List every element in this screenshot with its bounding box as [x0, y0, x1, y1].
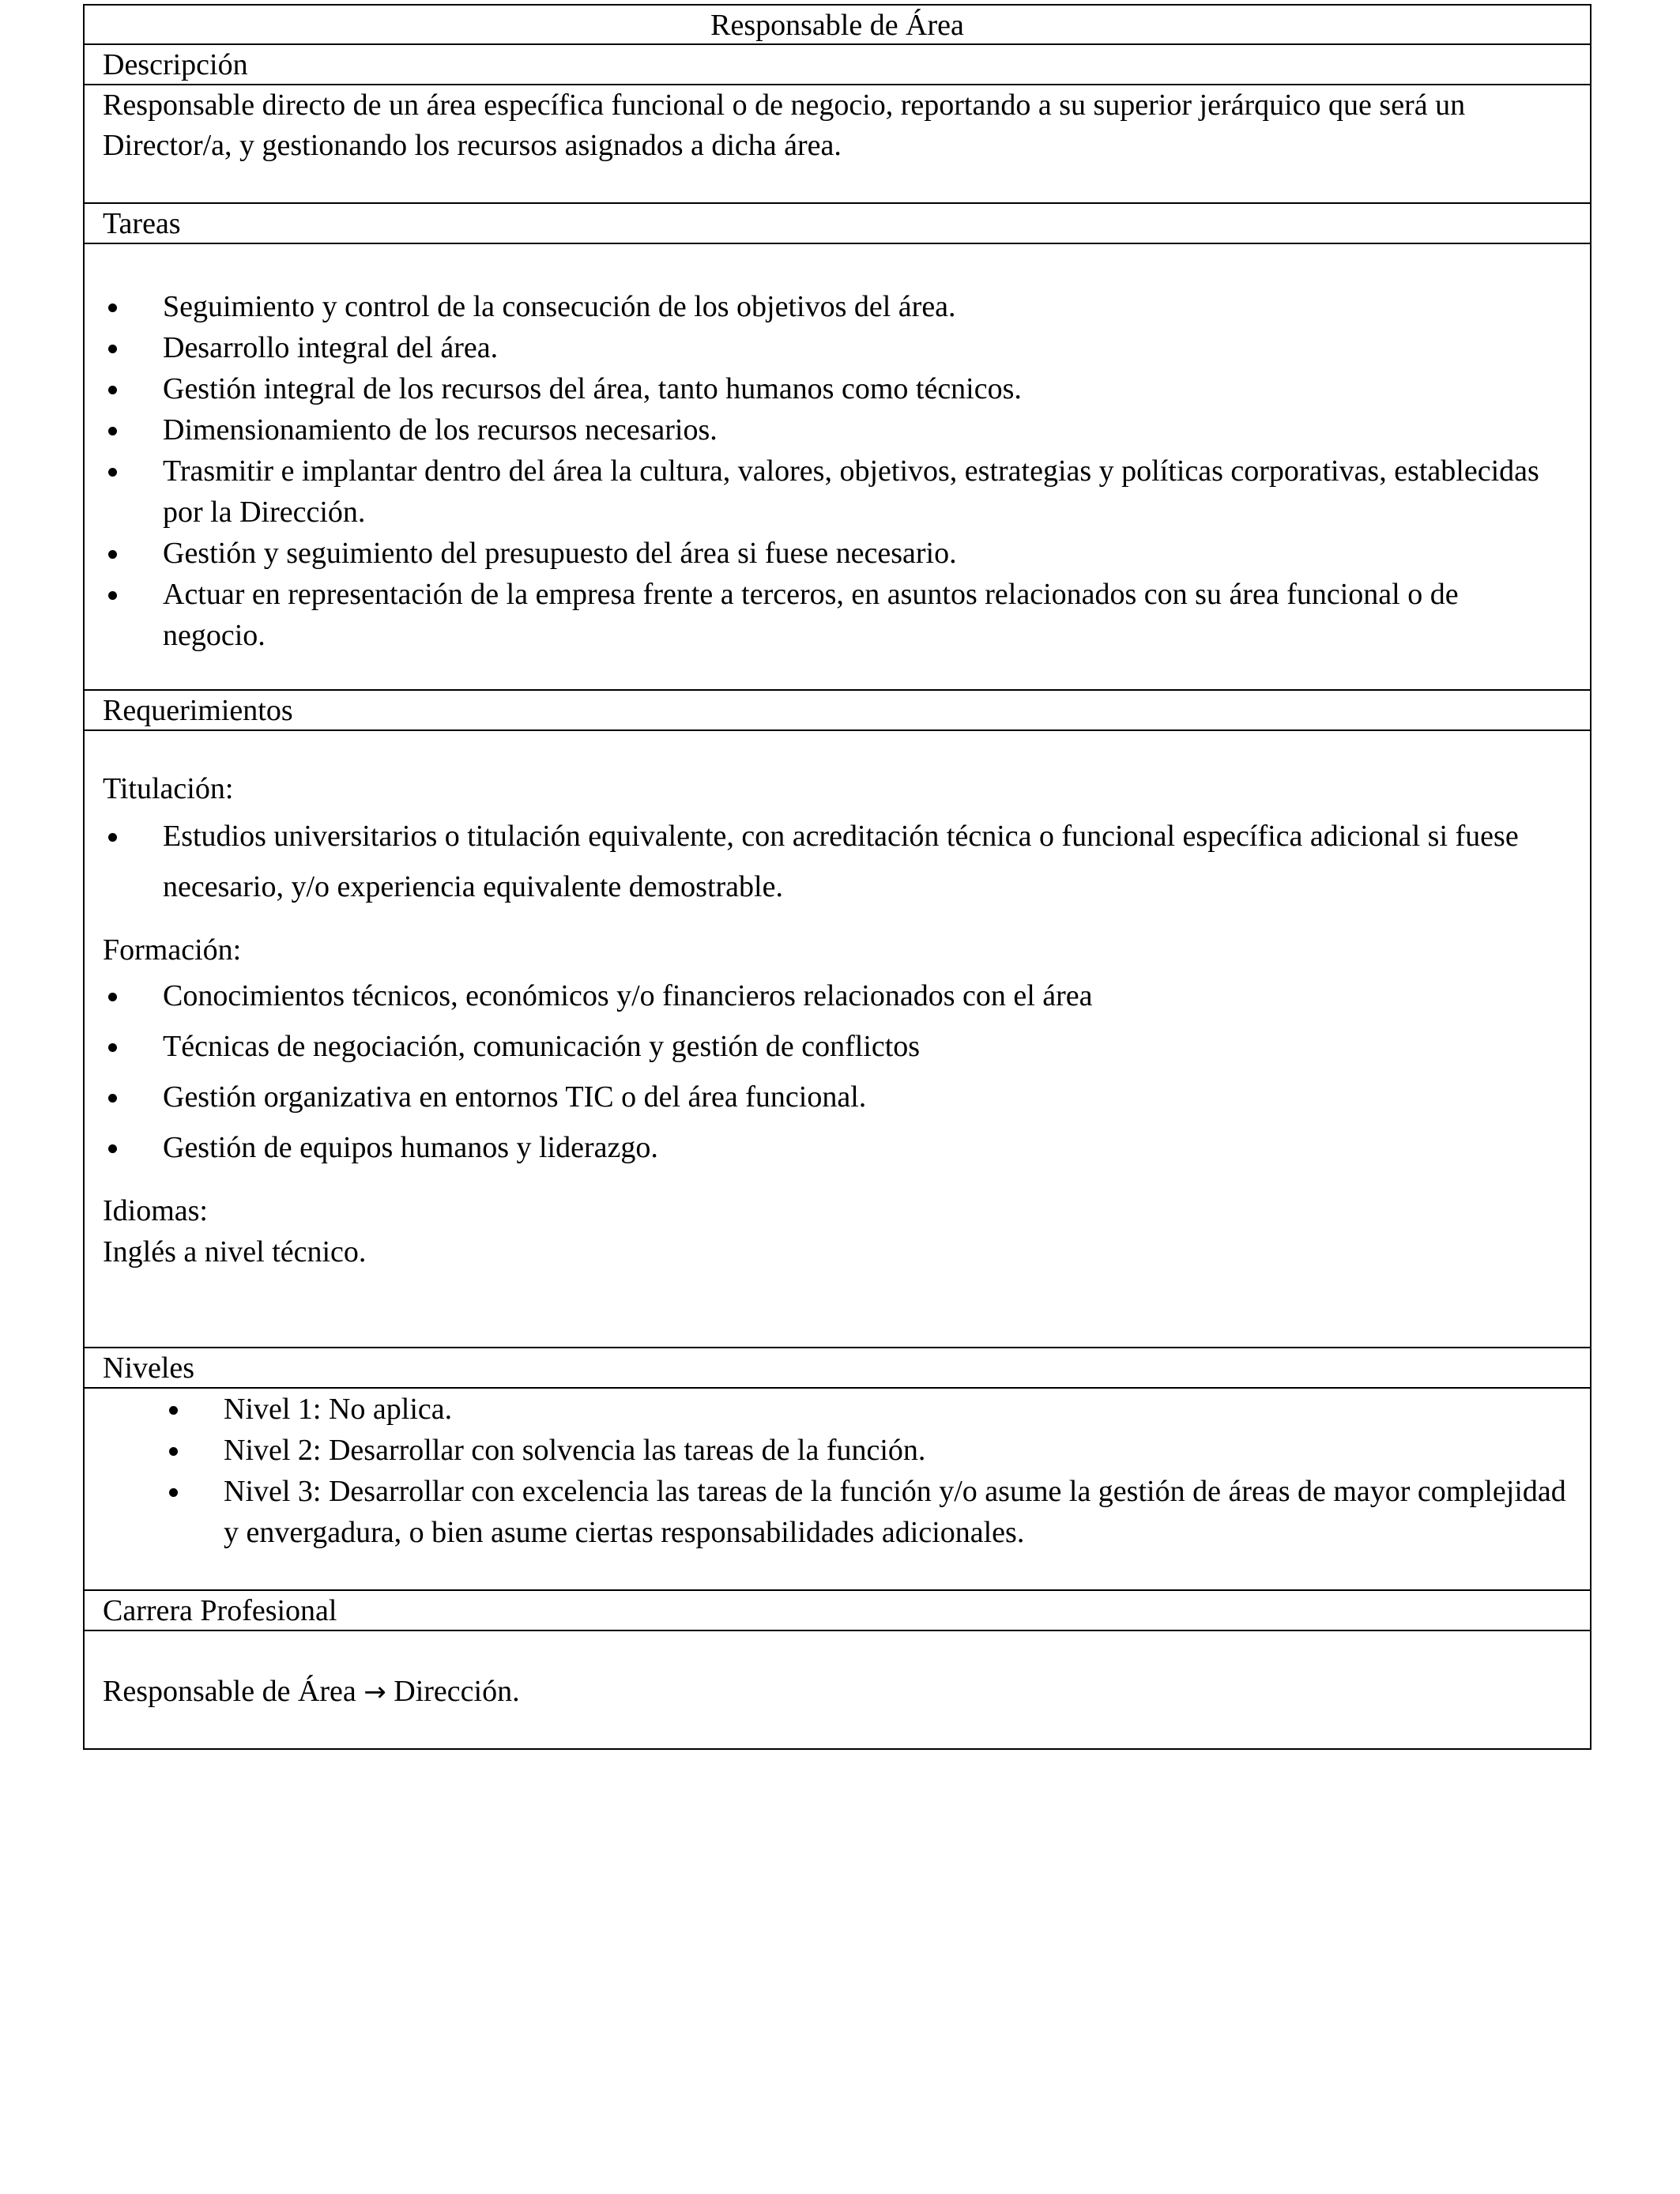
- section-header-descripcion: [85, 45, 1590, 85]
- niveles-heading: Niveles: [103, 1351, 195, 1385]
- requerimientos-body: [85, 731, 1590, 1348]
- bullet-icon: [108, 1094, 117, 1103]
- bullet-icon: [108, 468, 117, 477]
- list-item: Desarrollo integral del área.: [103, 327, 1566, 368]
- career-from: Responsable de Área: [103, 1675, 356, 1708]
- list-item: Gestión integral de los recursos del área, tanto humanos como técnicos.: [103, 368, 1566, 409]
- section-header-requerimientos: [85, 691, 1590, 731]
- bullet-icon: [108, 833, 117, 842]
- niveles-list: [103, 1389, 1566, 1553]
- requerimientos-heading: Requerimientos: [103, 694, 293, 727]
- bullet-icon: [169, 1488, 178, 1497]
- page-title: Responsable de Área: [710, 9, 964, 42]
- bullet-icon: [108, 1043, 117, 1052]
- job-profile-table: [83, 4, 1591, 1750]
- idiomas-text: Inglés a nivel técnico.: [103, 1235, 367, 1269]
- list-item: Dimensionamiento de los recursos necesarios.: [103, 409, 1566, 450]
- bullet-icon: [108, 303, 117, 312]
- list-item: Nivel 1: No aplica.: [103, 1389, 1566, 1430]
- titulacion-list: [103, 811, 1566, 912]
- title-row: [85, 6, 1590, 45]
- list-item: Conocimientos técnicos, económicos y/o financieros relacionados con el área: [103, 971, 1566, 1021]
- section-header-tareas: [85, 204, 1590, 244]
- list-item: Gestión y seguimiento del presupuesto del área si fuese necesario.: [103, 533, 1566, 574]
- list-item: Gestión de equipos humanos y liderazgo.: [103, 1122, 1566, 1173]
- section-header-niveles: [85, 1348, 1590, 1389]
- bullet-icon: [108, 345, 117, 353]
- bullet-icon: [108, 993, 117, 1001]
- formacion-label: Formación:: [103, 933, 242, 967]
- descripcion-body: [85, 85, 1590, 204]
- titulacion-label: Titulación:: [103, 772, 234, 805]
- idiomas-label: Idiomas:: [103, 1194, 208, 1227]
- carrera-heading: Carrera Profesional: [103, 1594, 337, 1627]
- tareas-body: [85, 244, 1590, 691]
- bullet-icon: [108, 1144, 117, 1153]
- tareas-heading: Tareas: [103, 207, 181, 240]
- list-item: Nivel 2: Desarrollar con solvencia las tareas de la función.: [103, 1430, 1566, 1471]
- list-item: Trasmitir e implantar dentro del área la cultura, valores, objetivos, estrategias y políticas corporativas, establecidas por la Dirección.: [103, 450, 1566, 533]
- bullet-icon: [108, 591, 117, 600]
- bullet-icon: [169, 1406, 178, 1415]
- bullet-icon: [169, 1447, 178, 1456]
- section-header-carrera: [85, 1591, 1590, 1631]
- career-to: Dirección.: [394, 1675, 520, 1708]
- list-item: Nivel 3: Desarrollar con excelencia las tareas de la función y/o asume la gestión de áreas de mayor complejidad y envergadura, o bien asume ciertas responsabilidades adicionales.: [103, 1471, 1566, 1553]
- list-item: Gestión organizativa en entornos TIC o del área funcional.: [103, 1072, 1566, 1122]
- descripcion-text: Responsable directo de un área específica funcional o de negocio, reportando a su superior jerárquico que será un Director/a, y gestionando los recursos asignados a dicha área.: [103, 89, 1466, 162]
- career-path: [103, 1671, 1566, 1713]
- list-item: Actuar en representación de la empresa frente a terceros, en asuntos relacionados con su área funcional o de negocio.: [103, 574, 1566, 656]
- formacion-list: [103, 971, 1566, 1173]
- bullet-icon: [108, 386, 117, 394]
- tareas-list: [103, 286, 1566, 656]
- carrera-body: [85, 1631, 1590, 1748]
- list-item: Seguimiento y control de la consecución de los objetivos del área.: [103, 286, 1566, 327]
- niveles-body: [85, 1389, 1590, 1591]
- list-item: Técnicas de negociación, comunicación y gestión de conflictos: [103, 1021, 1566, 1072]
- descripcion-heading: Descripción: [103, 48, 248, 81]
- arrow-right-icon: →: [363, 1676, 386, 1708]
- list-item: Estudios universitarios o titulación equivalente, con acreditación técnica o funcional específica adicional si fuese necesario, y/o experiencia equivalente demostrable.: [103, 811, 1566, 912]
- bullet-icon: [108, 427, 117, 435]
- bullet-icon: [108, 550, 117, 559]
